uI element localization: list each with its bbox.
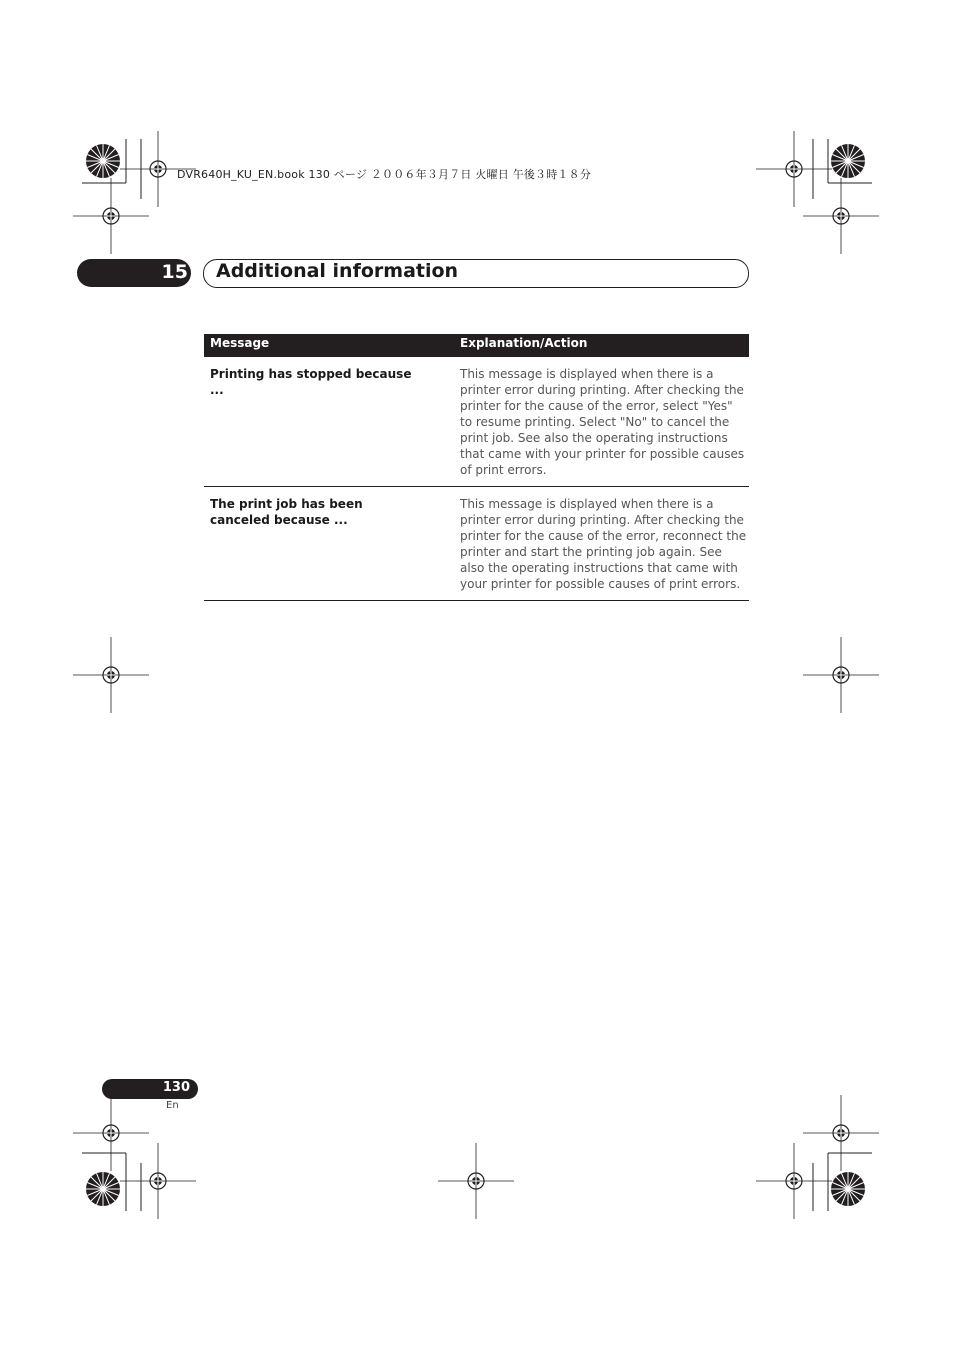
chapter-number: 15 — [161, 261, 188, 283]
message-cell: Printing has stopped because ... — [210, 367, 412, 397]
table-header — [204, 334, 749, 357]
explanation-cell: This message is displayed when there is a printer error during printing. After checking the printer for the cause of the error, reconnect the printer and start the printing job again. See also the operating instructions that came with your printer for possible causes of print errors. — [460, 497, 747, 591]
table-row — [204, 357, 749, 487]
chapter-title: Additional information — [216, 260, 459, 282]
print-file-header: DVR640H_KU_EN.book 130 ページ ２００６年３月７日 火曜日 午後３時１８分 — [177, 168, 592, 181]
column-header-explanation: Explanation/Action — [460, 336, 588, 350]
table-row — [204, 487, 749, 601]
message-table — [204, 334, 749, 601]
message-cell: The print job has been canceled because ... — [210, 497, 363, 527]
page-language: En — [166, 1100, 179, 1111]
column-header-message: Message — [210, 336, 270, 350]
explanation-cell: This message is displayed when there is a printer error during printing. After checking the printer for the cause of the error, select "Yes" to resume printing. Select "No" to cancel the print job. See also the operating instructions that came with your printer for possible causes of print errors. — [460, 367, 745, 477]
page-number: 130 — [162, 1080, 190, 1095]
